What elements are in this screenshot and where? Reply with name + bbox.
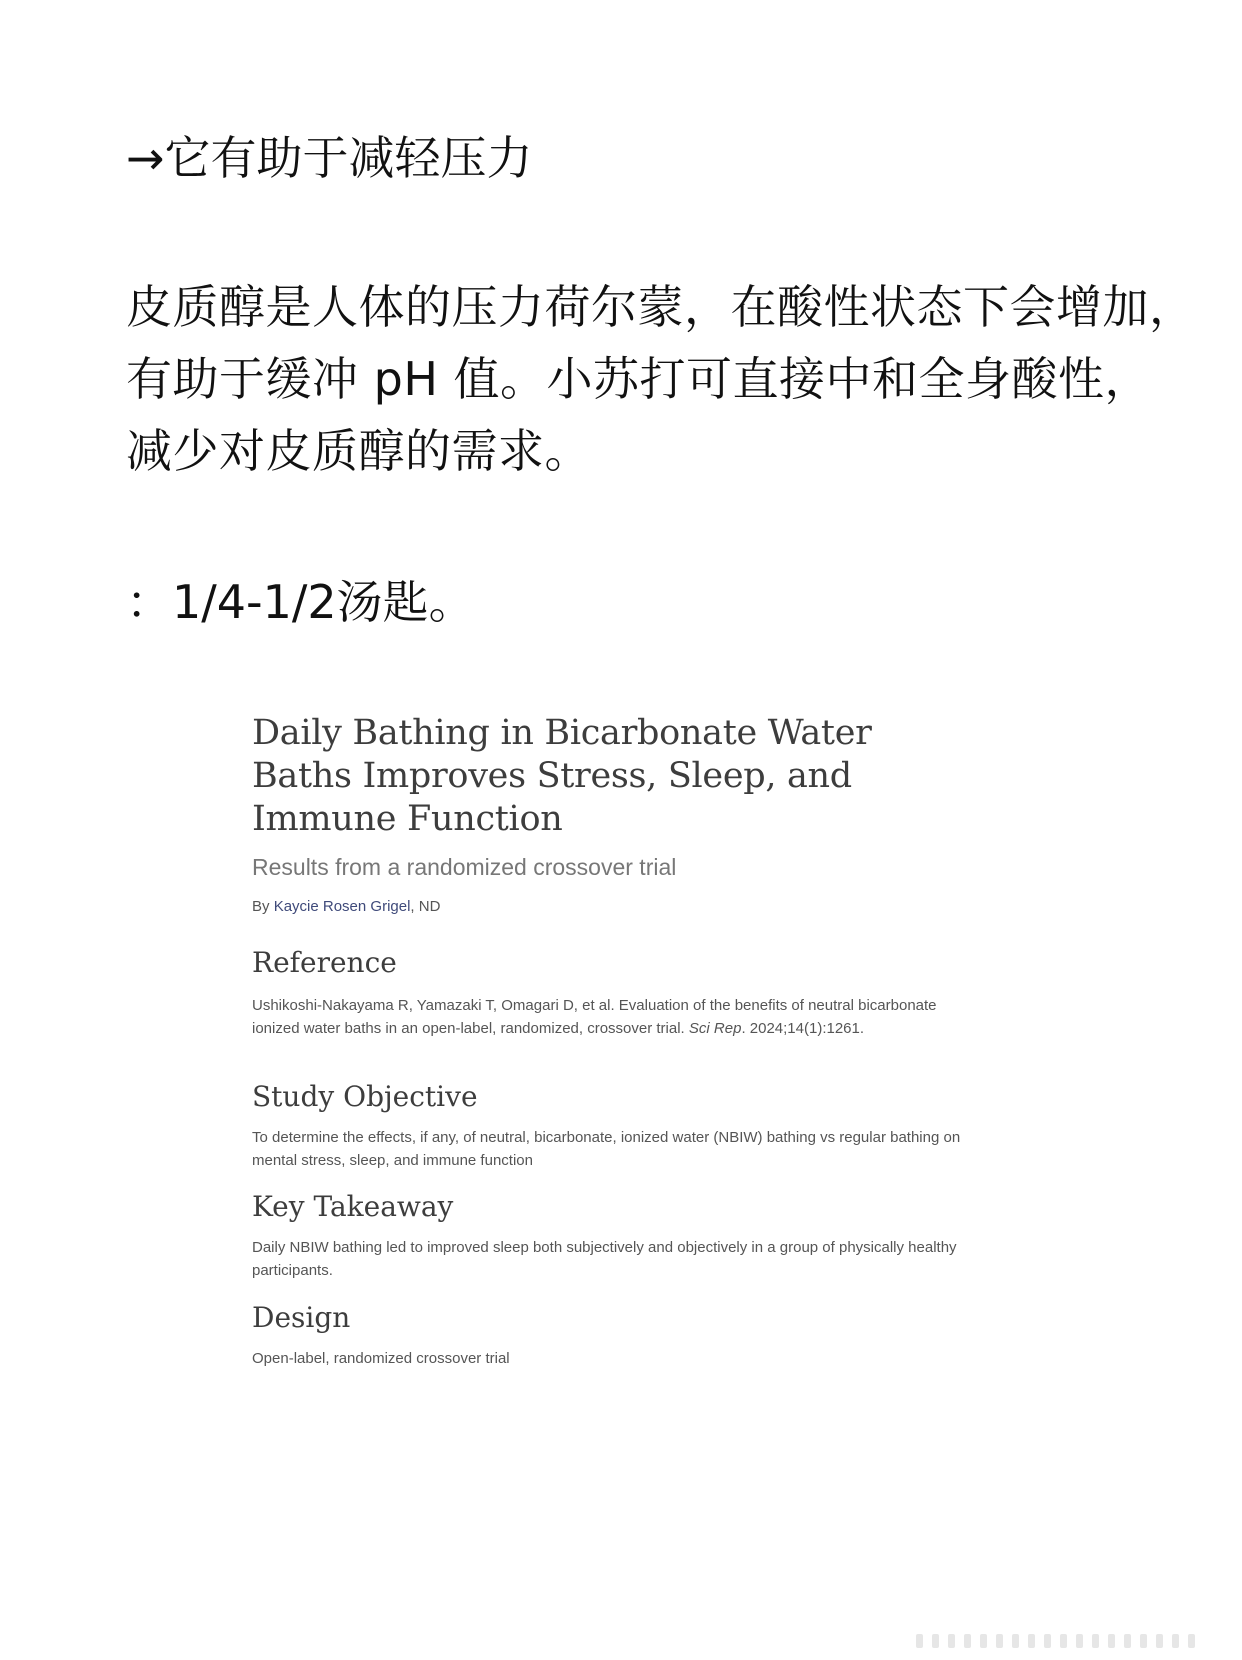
design-text: Open-label, randomized crossover trial xyxy=(252,1350,510,1367)
key-takeaway-heading: Key Takeaway xyxy=(252,1190,454,1223)
design-heading: Design xyxy=(252,1301,351,1334)
study-objective-section xyxy=(252,1080,972,1172)
byline xyxy=(252,897,972,917)
reference-text xyxy=(252,994,972,1040)
article-title: Daily Bathing in Bicarbonate Water Baths Improves Stress, Sleep, and Immune Function xyxy=(252,713,872,839)
note-heading: →它有助于减轻压力 xyxy=(126,131,533,185)
watermark-mark xyxy=(916,1634,1216,1648)
design-section xyxy=(252,1301,972,1370)
note-dosage: ：1/4-1/2汤匙。 xyxy=(126,575,475,629)
author-link[interactable]: Kaycie Rosen Grigel xyxy=(273,898,411,915)
reference-journal: Sci Rep xyxy=(688,1020,742,1037)
note-paragraph: 皮质醇是人体的压力荷尔蒙，在酸性状态下会增加，有助于缓冲 pH 值。小苏打可直接中和全身酸性，减少对皮质醇的需求。 xyxy=(126,280,1196,478)
byline-prefix: By xyxy=(252,898,274,915)
reference-citation-tail: . 2024;14(1):1261. xyxy=(741,1020,865,1037)
study-objective-text: To determine the effects, if any, of neutral, bicarbonate, ionized water (NBIW) bathing vs regular bathing on mental stress, sleep, and immune function xyxy=(252,1129,961,1169)
author-credential: , ND xyxy=(410,898,441,915)
study-objective-heading: Study Objective xyxy=(252,1080,478,1113)
article-subtitle: Results from a randomized crossover trial xyxy=(252,854,677,880)
reference-citation: Ushikoshi-Nakayama R, Yamazaki T, Omagari D, et al. Evaluation of the benefits of neutral bicarbonate ionized water baths in an open-label, randomized, crossover trial. xyxy=(252,997,937,1037)
article-header xyxy=(252,712,972,917)
reference-heading: Reference xyxy=(252,946,397,979)
reference-section xyxy=(252,946,972,1040)
key-takeaway-section xyxy=(252,1190,972,1282)
key-takeaway-text: Daily NBIW bathing led to improved sleep both subjectively and objectively in a group of physically healthy participants. xyxy=(252,1239,957,1279)
